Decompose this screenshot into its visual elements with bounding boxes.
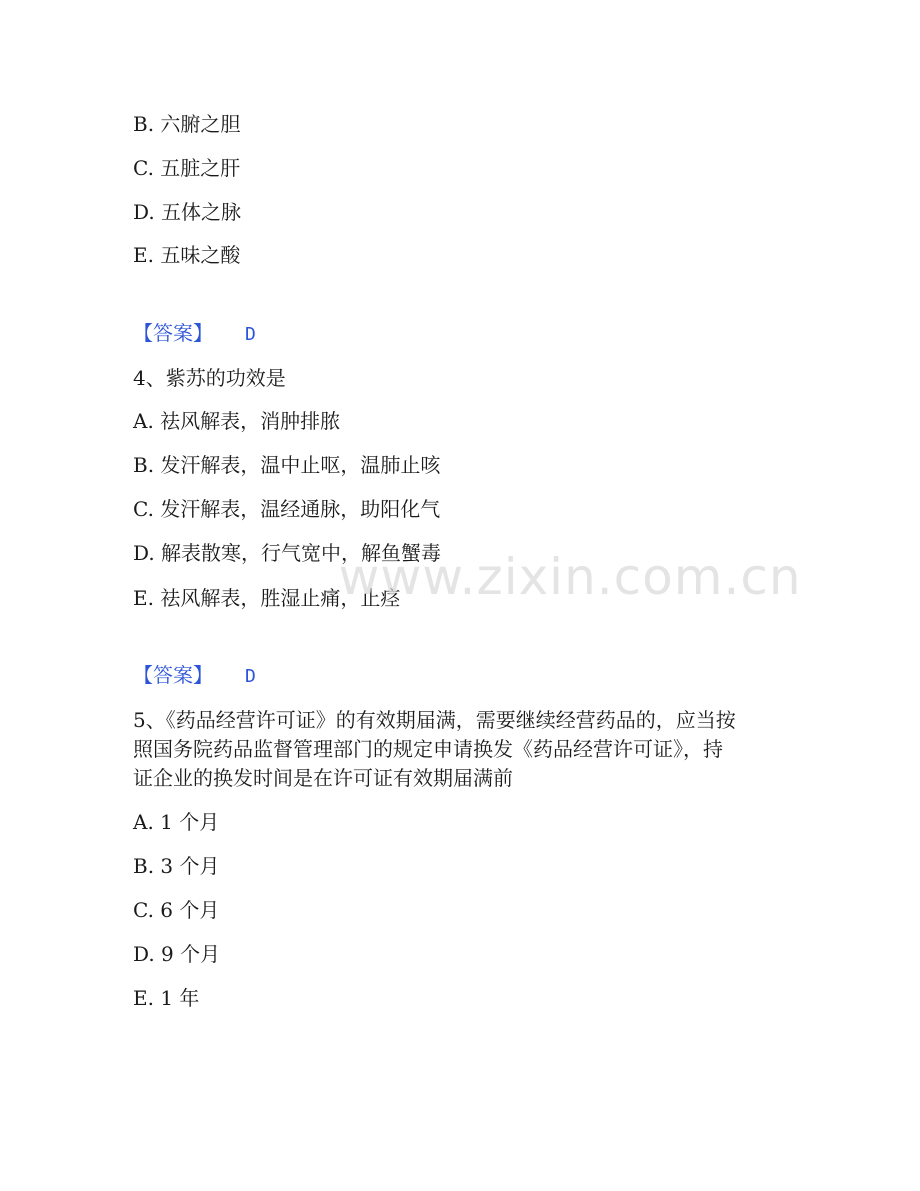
q4-option-d: D. 解表散寒，行气宽中，解鱼蟹毒 [133,541,442,565]
q5-option-c: C. 6 个月 [133,898,220,922]
q4-option-c: C. 发汗解表，温经通脉，助阳化气 [133,497,441,521]
answer-value: D [245,324,256,345]
prev-answer [133,321,256,347]
q4-option-e: E. 祛风解表，胜湿止痛，止痉 [133,586,401,610]
answer-value: D [245,666,256,687]
q5-stem-line-3: 证企业的换发时间是在许可证有效期届满前 [133,766,513,790]
watermark: www.zixin.com.cn [338,548,802,606]
q4-option-a: A. 祛风解表，消肿排脓 [133,409,341,433]
prev-option-c: C. 五脏之肝 [133,156,241,180]
q5-option-b: B. 3 个月 [133,854,220,878]
q5-stem-line-1: 5、《药品经营许可证》的有效期届满，需要继续经营药品的，应当按 [133,708,736,732]
q5-option-d: D. 9 个月 [133,942,221,966]
prev-option-b: B. 六腑之胆 [133,112,241,136]
prev-option-d: D. 五体之脉 [133,200,242,224]
q5-option-a: A. 1 个月 [133,810,220,834]
prev-option-e: E. 五味之酸 [133,243,241,267]
q4-option-b: B. 发汗解表，温中止呕，温肺止咳 [133,453,441,477]
q5-option-e: E. 1 年 [133,986,200,1010]
q5-stem-line-2: 照国务院药品监督管理部门的规定申请换发《药品经营许可证》，持 [133,737,723,761]
answer-label: 【答案】 [133,321,213,345]
answer-label: 【答案】 [133,663,213,687]
q4-answer [133,663,256,689]
q4-stem: 4、紫苏的功效是 [133,366,286,390]
